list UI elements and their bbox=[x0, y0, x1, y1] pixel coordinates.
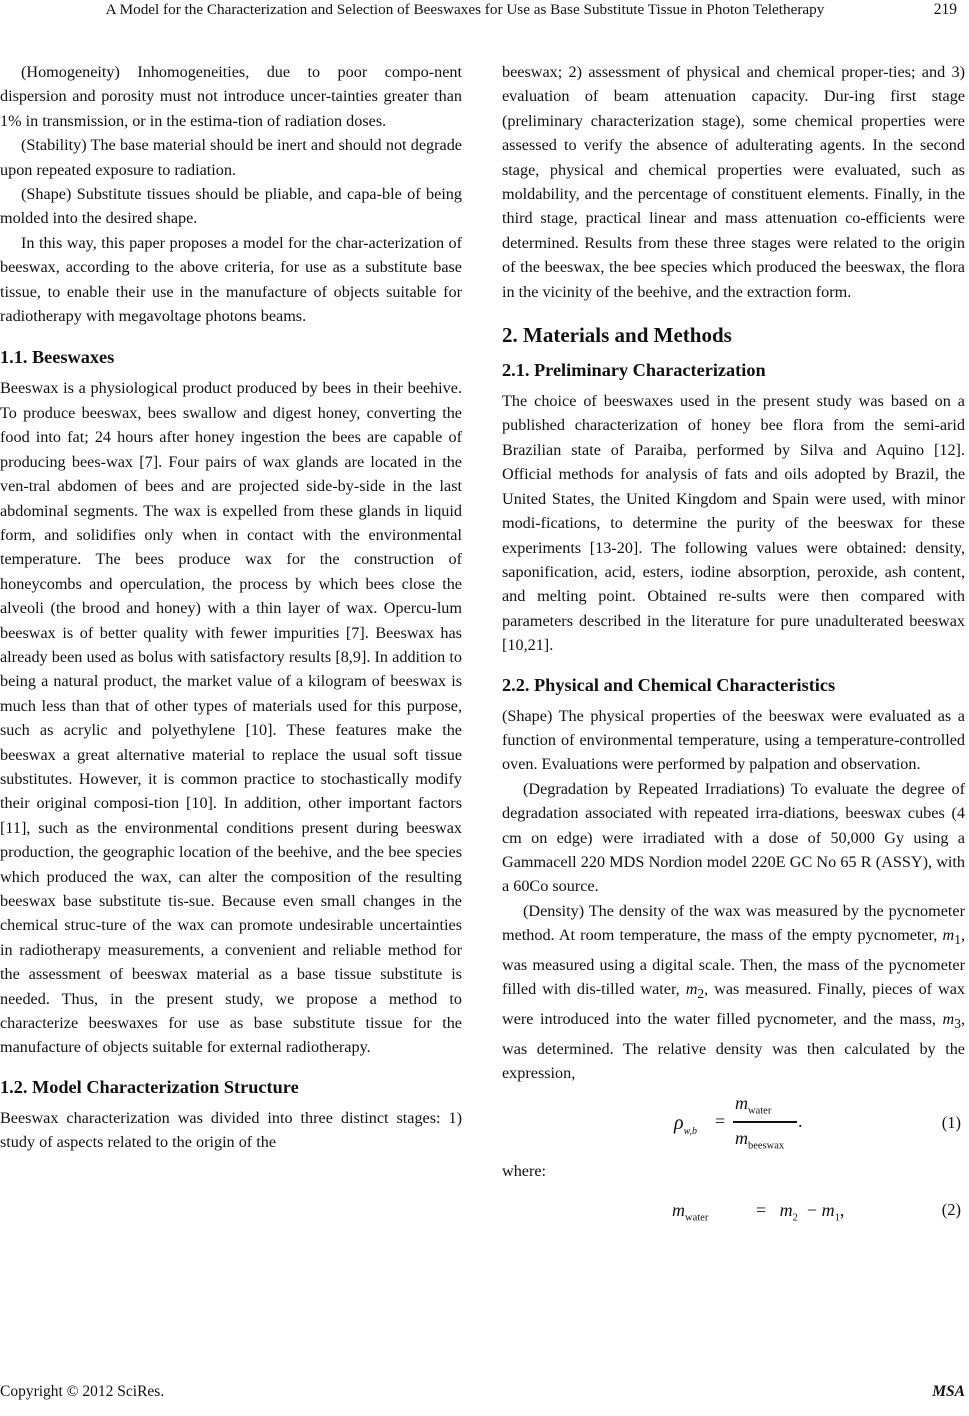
paragraph-homogeneity: (Homogeneity) Inhomogeneities, due to poor compo-nent dispersion and porosity must not introduce uncer-tainties greater than 1% in transmission, or in the estima-tion of radiation doses. bbox=[0, 63, 462, 130]
equation-1-rho: $\rho_{w,b}$ bbox=[674, 1112, 698, 1138]
equation-1-equals: = bbox=[715, 1111, 726, 1132]
paragraph-density: (Density) The density of the wax was measured by the pycnometer method. At room temperature, the mass of the empty pycnometer, $m_1$, was measured using a digital scale. Then, the mass of the pycnometer filled with dis-tilled water, $m_2$, was measured. Finally, pieces of wax were introduced into the water filled pycnometer, and the mass, $m_3$, was determined. The relative density was then calculated by the expression, bbox=[502, 901, 965, 1082]
journal-footer: MSA bbox=[932, 1383, 965, 1400]
running-title: A Model for the Characterization and Selection of Beeswaxes for Use as Base Substitute Tissue in Photon Teletherapy bbox=[105, 1, 825, 18]
section-heading-1-2: 1.2. Model Characterization Structure bbox=[0, 1076, 299, 1097]
left-column bbox=[0, 60, 462, 1155]
paragraph-shape: (Shape) Substitute tissues should be pliable, and capa-ble of being molded into the desired shape. bbox=[0, 185, 462, 228]
equation-1-numerator: $m_{water}$ bbox=[735, 1093, 772, 1117]
paragraph-preliminary: The choice of beeswaxes used in the present study was based on a published characterization of honey bee flora from the semi-arid Brazilian state of Paraiba, performed by Silva and Aquino [12]. Official methods for analysis of fats and oils adopted by Brazil, the United States, the United Kingdom and Spain were used, with minor modi-fications, to determine the purity of the beeswax for these experiments [13-20]. The following values were obtained: density, saponification, acid, esters, iodine absorption, peroxide, ash content, and melting point. Obtained re-sults were then compared with parameters described in the literature for pure unadulterated beeswax [10,21]. bbox=[502, 392, 965, 655]
paragraph-shape-eval: (Shape) The physical properties of the beeswax were evaluated as a function of environmental temperature, using a temperature-controlled oven. Evaluations were performed by palpation and observation. bbox=[502, 706, 965, 774]
page-number: 219 bbox=[933, 1, 957, 18]
paragraph-degradation: (Degradation by Repeated Irradiations) To evaluate the degree of degradation associated with repeated irra-diations, beeswax cubes (4 cm on edge) were irradiated with a dose of 50,000 Gy using a Gammacell 220 MDS Nordion model 220E GC No 65 R (ASSY), with a 60Co source. bbox=[502, 779, 965, 896]
paragraph-proposal: In this way, this paper proposes a model for the char-acterization of beeswax, according to the above criteria, for use as a substitute base tissue, to enable their use in the manufacture of objects suitable for radiotherapy with megavoltage photons beams. bbox=[0, 233, 462, 326]
section-heading-2: 2. Materials and Methods bbox=[502, 323, 732, 348]
paragraph-model-structure: Beeswax characterization was divided into three distinct stages: 1) study of aspects related to the origin of the bbox=[0, 1108, 462, 1152]
equation-1-number: (1) bbox=[941, 1113, 961, 1133]
paragraph-beeswax: Beeswax is a physiological product produced by bees in their beehive. To produce beeswax, bees swallow and digest honey, converting the food into fat; 24 hours after honey ingestion the bees are capable of producing bees-wax [7]. Four pairs of wax glands are located in the ven-tral abdomen of bees and are projected side-by-side in the last abdominal segments. The wax is expelled from these glands in liquid form, and solidifies only when in contact with the environmental temperature. The bees produce wax for the construction of honeycombs and operculation, the process by which bees close the alveoli (the brood and honey) with a thin layer of wax. Opercu-lum beeswax is of better quality with fewer impurities [7]. Beeswax has already been used as bolus with satisfactory results [8,9]. In addition to being a natural product, the market value of a kilogram of beeswax is much less than that of other types of materials used for this purpose, such as acrylic and polyethylene [10]. These features make the beeswax a great alternative material to replace the usual soft tissue substitutes. However, it is common practice to stochastically modify their original composi-tion [10]. In addition, other important factors [11], such as the environmental conditions present during beeswax production, the geographic location of the beehive, and the bee species which produced the wax, can alter the composition of the resulting beeswax base substitute tis-sue. Because even small changes in the chemical struc-ture of the wax can promote undesirable uncertainties in radiotherapy measurements, a convenient and reliable method for the assessment of beeswax material as a base tissue substitute is needed. Thus, in the present study, we propose a method to characterize beeswaxes for use as base substitute tissue for the manufacture of objects suitable for external radiotherapy. bbox=[0, 379, 462, 1057]
section-heading-2-2: 2.2. Physical and Chemical Characteristics bbox=[502, 674, 836, 695]
section-heading-1-1: 1.1. Beeswaxes bbox=[0, 347, 115, 368]
equation-1 bbox=[502, 1089, 965, 1159]
section-heading-2-1: 2.1. Preliminary Characterization bbox=[502, 360, 766, 381]
equation-2-rhs: = $m_2 - m_1$, bbox=[756, 1199, 845, 1224]
right-column bbox=[502, 60, 965, 1230]
equation-2 bbox=[502, 1190, 965, 1230]
equation-2-number: (2) bbox=[941, 1199, 961, 1219]
equation-1-period: . bbox=[798, 1111, 803, 1132]
copyright-footer: Copyright © 2012 SciRes. bbox=[0, 1383, 165, 1400]
where-label: where: bbox=[502, 1162, 547, 1181]
running-header bbox=[0, 0, 969, 30]
fraction-bar bbox=[733, 1121, 797, 1122]
equation-2-lhs: $m_{water}$ bbox=[672, 1199, 709, 1224]
paragraph-stability: (Stability) The base material should be inert and should not degrade upon repeated exposure to radiation. bbox=[0, 136, 462, 179]
equation-1-denominator: $m_{beeswax}$ bbox=[735, 1128, 785, 1152]
paragraph-stages: beeswax; 2) assessment of physical and chemical proper-ties; and 3) evaluation of beam attenuation capacity. Dur-ing first stage (preliminary characterization stage), some chemical properties were assessed to verify the absence of adulterating agents. In the second stage, physical and chemical properties were evaluated, such as moldability, and the percentage of constituent elements. Finally, in the third stage, practical linear and mass attenuation co-efficients were determined. Results from these three stages were related to the origin of the beeswax, the bee species which produced the beeswax, the flora in the vicinity of the beehive, and the extraction form. bbox=[502, 63, 965, 301]
